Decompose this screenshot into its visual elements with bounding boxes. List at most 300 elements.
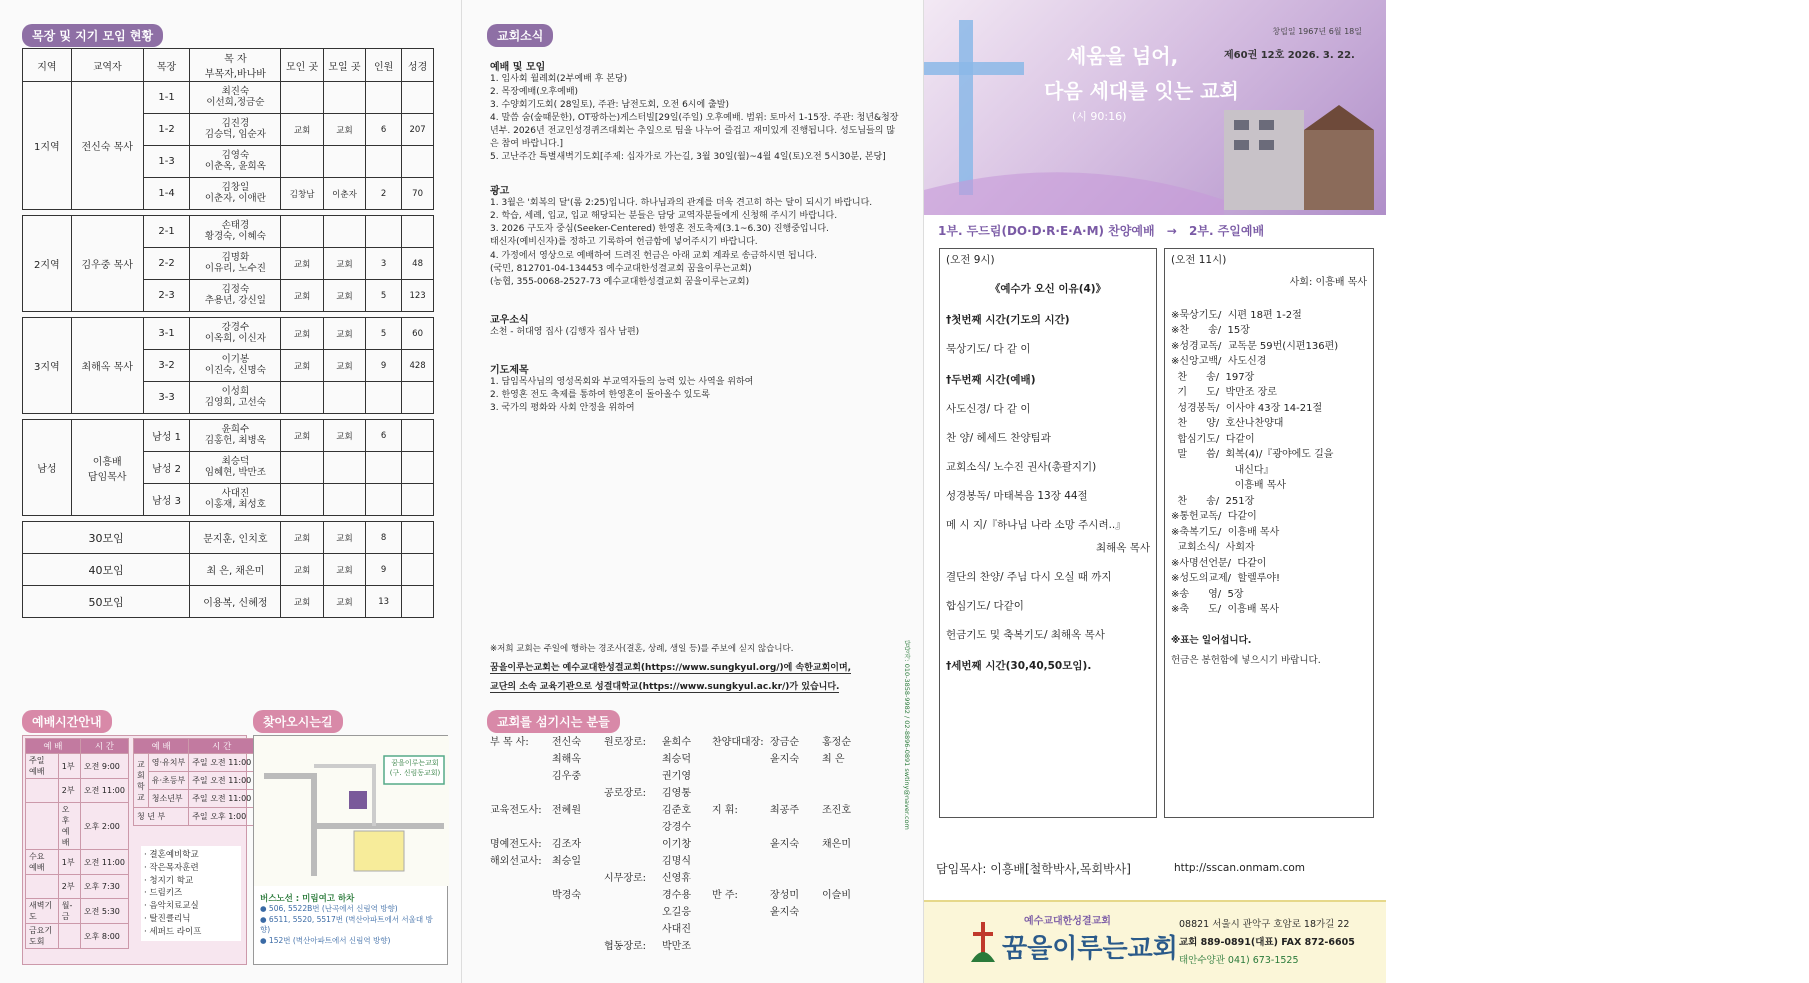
service-line: 최해옥 목사	[1095, 541, 1150, 554]
section-title-servers: 교회를 섬기시는 분들	[487, 710, 620, 733]
server-cell	[770, 783, 822, 800]
met-place: 교회	[281, 280, 323, 312]
school-time: 주일 오전 11:00	[189, 772, 255, 790]
server-cell	[552, 783, 604, 800]
server-cell: 김명식	[662, 856, 691, 867]
region-name: 2지역	[23, 216, 72, 312]
volume-info: 제60권 12호 2026. 3. 22.	[1224, 50, 1355, 61]
second-service-order	[1171, 308, 1367, 618]
server-cell: 박만조	[662, 941, 691, 952]
program-item: · 세퍼드 라이프	[144, 926, 202, 937]
service-name: 수요 예배	[26, 850, 59, 875]
group-leaders: 이기봉 이진숙, 신명숙	[190, 350, 281, 382]
service-time: 오후 2:00	[80, 803, 128, 850]
member-count	[366, 146, 402, 178]
server-cell	[712, 783, 770, 800]
service-line: 찬 양/ 헤세드 찬양팀과	[946, 431, 1051, 444]
server-cell	[770, 766, 822, 783]
server-cell: 장금순	[770, 737, 799, 748]
school-row	[134, 808, 255, 826]
service-line: 찬 송/ 197장	[1171, 371, 1255, 383]
server-row	[490, 817, 872, 834]
service-name	[26, 779, 59, 803]
bus-lines	[260, 904, 441, 946]
server-cell	[770, 919, 822, 936]
school-dept: 유·초등부	[148, 772, 188, 790]
group-id: 남성 1	[143, 420, 190, 452]
server-row	[490, 834, 872, 851]
prayer-item: 1. 담임목사님의 영성목회와 부교역자들의 능력 있는 사역을 위하여	[490, 376, 754, 387]
met-place: 교회	[281, 248, 323, 280]
server-cell	[490, 885, 552, 902]
member-count: 2	[366, 178, 402, 210]
service-line: 사도신경/ 다 같 이	[946, 402, 1031, 415]
service-time: 오전 9:00	[80, 754, 128, 779]
program-item: · 드림키즈	[144, 888, 183, 899]
affiliation-notes	[490, 642, 900, 693]
worship-row	[26, 850, 129, 875]
section-title-worship-times: 예배시간안내	[22, 710, 112, 733]
server-cell: 사대진	[662, 924, 691, 935]
group-leaders: 사대진 이홍재, 최성호	[190, 484, 281, 516]
server-cell: 해외선교사:	[490, 856, 542, 867]
server-cell	[604, 919, 662, 936]
group-status-table	[22, 48, 434, 618]
group-id: 남성 2	[143, 452, 190, 484]
header-cell: 지역	[23, 49, 72, 82]
group-id: 1-1	[143, 82, 190, 114]
server-row	[490, 868, 872, 885]
server-cell	[822, 868, 872, 885]
church-name: 꿈을이루는교회	[1002, 934, 1178, 964]
service-part: 1부	[58, 754, 80, 779]
bible-count	[402, 522, 434, 554]
server-cell	[552, 902, 604, 919]
met-place: 교회	[281, 318, 323, 350]
bible-count: 60	[402, 318, 434, 350]
slogan-line-1: 세움을 넘어,	[1067, 44, 1179, 68]
server-cell: 반 주:	[712, 890, 738, 901]
region-pastor: 이흥배 담임목사	[71, 420, 143, 516]
school-time: 주일 오전 11:00	[189, 754, 255, 772]
server-cell: 권기영	[662, 771, 691, 782]
service-part: 오후 예배	[58, 803, 80, 850]
group-id: 남성 3	[143, 484, 190, 516]
member-count: 6	[366, 420, 402, 452]
worship-row	[26, 875, 129, 899]
server-cell	[822, 766, 872, 783]
service-line: 성경봉독/ 이사야 43장 14-21절	[1171, 402, 1323, 414]
server-cell	[604, 766, 662, 783]
address-line-1: 08821 서울시 관악구 호암로 18가길 22	[1179, 919, 1350, 930]
worship-row	[26, 924, 129, 949]
head-cell: 시 간	[80, 739, 128, 754]
service-titles	[938, 222, 1264, 239]
server-cell	[552, 817, 604, 834]
servers-table	[490, 732, 910, 953]
senior-pastor: 담임목사: 이흥배[철학박사,목회박사]	[936, 862, 1131, 876]
member-news-items	[490, 326, 900, 339]
second-service-time: (오전 11시)	[1171, 254, 1227, 266]
server-cell	[490, 817, 552, 834]
school-dept: 영·유치부	[148, 754, 188, 772]
worship-times-right	[133, 738, 255, 826]
bible-count: 428	[402, 350, 434, 382]
server-row	[490, 885, 872, 902]
meet-place	[323, 382, 365, 414]
service-line: †첫번째 시간(기도의 시간)	[946, 313, 1070, 326]
worship-head	[26, 739, 129, 754]
server-row	[490, 749, 872, 766]
server-row	[490, 783, 872, 800]
church-footer	[924, 900, 1386, 983]
servers-grid	[490, 732, 872, 953]
meet-place: 이춘자	[323, 178, 365, 210]
age-group-row	[23, 586, 434, 618]
region-name: 3지역	[23, 318, 72, 414]
met-place	[281, 82, 323, 114]
meet-place: 교회	[323, 318, 365, 350]
server-cell: 조진호	[822, 805, 851, 816]
meet-place: 교회	[323, 420, 365, 452]
service-line: 내신다』	[1171, 464, 1274, 476]
server-cell	[490, 902, 552, 919]
member-news-item: 소천 - 허대영 집사 (김행자 집사 남편)	[490, 326, 640, 337]
service-line: 합심기도/ 다같이	[1171, 433, 1255, 445]
service-name: 금요기도회	[26, 924, 59, 949]
server-cell	[712, 834, 770, 851]
section-title-news: 교회소식	[487, 24, 553, 47]
service-time: 오전 11:00	[80, 850, 128, 875]
head-cell: 예 배	[26, 739, 81, 754]
service-line: 묵상기도/ 다 같 이	[946, 342, 1031, 355]
service-line: ※축복기도/ 이흥배 목사	[1171, 526, 1280, 538]
notice-item: 태신자(예비신자)를 정하고 기록하여 헌금함에 넣어주시기 바랍니다.	[490, 237, 758, 248]
service-name	[26, 875, 59, 899]
age-group-name: 50모임	[23, 586, 190, 618]
bible-count	[402, 382, 434, 414]
region-name: 남성	[23, 420, 72, 516]
service-line: 교회소식/ 노수진 권사(총괄지기)	[946, 460, 1097, 473]
age-group-name: 30모임	[23, 522, 190, 554]
meet-place: 교회	[323, 350, 365, 382]
worship-item: 3. 수양회기도회( 28일토), 주관: 남전도회, 오전 6시에 출발)	[490, 100, 729, 111]
founded-date: 창립일 1967년 6월 18일	[1272, 27, 1362, 36]
server-cell: 협동장로:	[604, 941, 647, 952]
worship-head	[134, 739, 255, 754]
server-cell: 최승덕	[662, 754, 691, 765]
service-time: 오전 5:30	[80, 899, 128, 924]
server-cell	[770, 851, 822, 868]
service-line: 메 시 지/『하나님 나라 소망 주시려..』	[946, 518, 1126, 531]
notice-items	[490, 197, 900, 288]
head-cell: 시 간	[189, 739, 255, 754]
table-row	[23, 216, 434, 248]
prayer-item: 3. 국가의 평화와 사회 안정을 위하여	[490, 402, 635, 413]
server-cell	[490, 919, 552, 936]
server-cell: 찬양대대장:	[712, 737, 764, 748]
slogan-line-2: 다음 세대를 잇는 교회	[1044, 79, 1239, 103]
group-leaders: 김정숙 추용년, 강신일	[190, 280, 281, 312]
service-part	[58, 924, 80, 949]
server-cell: 김영통	[662, 788, 691, 799]
service-line: 찬 양/ 호산나찬양대	[1171, 418, 1284, 430]
server-cell	[604, 851, 662, 868]
bus-title: 버스노선 : 미림여고 하차	[260, 894, 355, 904]
members-heading: 교우소식	[490, 314, 529, 326]
meet-place: 교회	[323, 280, 365, 312]
service-title-1: 1부. 두드림(DO·D·R·E·A·M) 찬양예배	[938, 224, 1155, 238]
affiliation-line-2: 교단의 소속 교육기관으로 성결대학교(https://www.sungkyul.ac.kr/)가 있습니다.	[490, 679, 839, 693]
group-id: 3-3	[143, 382, 190, 414]
server-cell	[604, 885, 662, 902]
prayer-heading: 기도제목	[490, 364, 529, 376]
server-cell: 김준호	[662, 805, 691, 816]
notice-heading: 광고	[490, 186, 510, 198]
service-line: ※성도의교제/ 할렐루야!	[1171, 573, 1281, 585]
server-cell: 윤지숙	[770, 754, 799, 765]
group-id: 3-1	[143, 318, 190, 350]
met-place: 교회	[281, 586, 323, 618]
met-place	[281, 452, 323, 484]
server-cell: 최공주	[770, 805, 799, 816]
server-cell	[822, 851, 872, 868]
server-cell	[490, 783, 552, 800]
group-leaders: 손태경 황경숙, 이혜숙	[190, 216, 281, 248]
worship-item: 5. 고난주간 특별새벽기도회[주제: 십자가로 가는길, 3월 30일(월)~4월 4일(토)오전 5시30분, 본당]	[490, 152, 886, 163]
service-line: 성경봉독/ 마태복음 13장 44절	[946, 489, 1088, 502]
section-title-groups: 목장 및 지기 모임 현황	[22, 24, 163, 47]
bible-count	[402, 484, 434, 516]
service-title-2: 2부. 주일예배	[1189, 224, 1265, 238]
service-line: 기 도/ 박만조 장로	[1171, 387, 1277, 399]
extra-programs	[141, 846, 241, 941]
group-id: 1-4	[143, 178, 190, 210]
school-time: 주일 오전 11:00	[189, 790, 255, 808]
service-part: 2부	[58, 779, 80, 803]
server-cell	[712, 766, 770, 783]
bible-count	[402, 586, 434, 618]
bible-count	[402, 554, 434, 586]
worship-times-left	[25, 738, 129, 949]
group-table-header	[23, 49, 434, 82]
worship-heading: 예배 및 모임	[490, 62, 546, 73]
program-item: · 결혼예비학교	[144, 850, 199, 860]
group-id: 2-3	[143, 280, 190, 312]
church-logo-icon	[969, 922, 997, 962]
group-id: 3-2	[143, 350, 190, 382]
server-cell	[604, 800, 662, 817]
server-cell	[552, 868, 604, 885]
met-place	[281, 216, 323, 248]
age-group-leaders: 이용복, 신혜정	[190, 586, 281, 618]
server-cell: 윤지숙	[770, 839, 799, 850]
meet-place	[323, 216, 365, 248]
prayer-items	[490, 376, 900, 415]
member-count	[366, 82, 402, 114]
meet-place	[323, 82, 365, 114]
server-cell: 이기창	[662, 839, 691, 850]
server-cell: 홍정순	[822, 737, 851, 748]
bus-line: ● 152번 (벽산아파트에서 신림역 방향)	[260, 935, 391, 945]
school-label: 교회 학교	[134, 754, 149, 808]
header-cell: 모인 곳	[281, 49, 323, 82]
header-cell: 교역자	[71, 49, 143, 82]
server-cell	[712, 902, 770, 919]
member-count: 5	[366, 318, 402, 350]
server-cell	[604, 817, 662, 834]
age-group-row	[23, 522, 434, 554]
worship-times-table	[22, 735, 252, 965]
worship-item: 1. 임사회 월례회(2부예배 후 본당)	[490, 74, 628, 84]
presider: 사회: 이흥배 목사	[1289, 276, 1367, 288]
age-group-name: 40모임	[23, 554, 190, 586]
service-line: ※사명선언문/ 다같이	[1171, 557, 1267, 569]
region-pastor: 전신숙 목사	[71, 82, 143, 210]
service-arrow: →	[1166, 224, 1177, 238]
group-leaders: 최승덕 임혜현, 박만조	[190, 452, 281, 484]
side-contact: 담당자: 010-3858-9982 / 02-8896-0891 swtiny@naver.com	[903, 640, 911, 830]
news-body	[490, 52, 900, 415]
age-group-leaders: 최 은, 채은미	[190, 554, 281, 586]
server-cell: 전신숙	[552, 737, 581, 748]
table-row	[23, 420, 434, 452]
meet-place	[323, 452, 365, 484]
met-place: 교회	[281, 114, 323, 146]
member-count: 13	[366, 586, 402, 618]
server-row	[490, 936, 872, 953]
footnote: ※저희 교회는 주일에 행하는 경조사(결혼, 상례, 생일 등)를 주보에 싣지 않습니다.	[490, 644, 794, 654]
server-cell	[822, 919, 872, 936]
bible-count	[402, 146, 434, 178]
notice-item: 3. 2026 구도자 중심(Seeker-Centered) 한영혼 전도축제(3.1~6.30) 진행중입니다.	[490, 224, 829, 235]
worship-row	[26, 803, 129, 850]
group-leaders: 강경수 이옥희, 이신자	[190, 318, 281, 350]
server-cell	[490, 936, 552, 953]
meet-place: 교회	[323, 554, 365, 586]
left-panel	[0, 0, 462, 983]
website-url: http://sscan.onmam.com	[1174, 862, 1306, 874]
server-cell: 신영휴	[662, 873, 691, 884]
server-cell	[712, 851, 770, 868]
service-line: 찬 송/ 251장	[1171, 495, 1255, 507]
prayer-item: 2. 한영혼 전도 축제를 통하여 한영혼이 돌아올수 있도록	[490, 389, 710, 400]
service-time: 오후 7:30	[80, 875, 128, 899]
service-line: ※송 영/ 5장	[1171, 588, 1244, 600]
server-cell: 교육전도사:	[490, 805, 542, 816]
notice-item: (농협, 355-0068-2527-73 예수교대한성결교회 꿈을이루는교회)	[490, 276, 750, 287]
server-cell: 박경숙	[552, 890, 581, 901]
bible-count	[402, 420, 434, 452]
service-line: ※묵상기도/ 시편 18편 1-2절	[1171, 309, 1302, 321]
bible-count: 70	[402, 178, 434, 210]
head-cell: 예 배	[134, 739, 189, 754]
region-pastor: 최해옥 목사	[71, 318, 143, 414]
worship-items	[490, 73, 900, 164]
service-part: 2부	[58, 875, 80, 899]
group-leaders: 김창일 이춘자, 이애란	[190, 178, 281, 210]
server-cell: 최승일	[552, 856, 581, 867]
server-cell: 시무장로:	[604, 873, 647, 884]
service-line: †두번째 시간(예배)	[946, 373, 1036, 386]
met-place: 김창남	[281, 178, 323, 210]
program-item: · 탈진클리닉	[144, 913, 191, 924]
bible-count: 123	[402, 280, 434, 312]
right-panel	[924, 0, 1386, 983]
table-row	[23, 82, 434, 114]
bus-line: ● 506, 5522B번 (난곡에서 신림역 방향)	[260, 904, 398, 913]
service-time: 오후 8:00	[80, 924, 128, 949]
group-leaders: 이성희 김영희, 고선숙	[190, 382, 281, 414]
service-line: 결단의 찬양/ 주님 다시 오실 때 까지	[946, 570, 1112, 583]
service-part: 월-금	[58, 899, 80, 924]
school-row	[134, 754, 255, 772]
service-line: ※성경교독/ 교독문 59번(시편136편)	[1171, 340, 1339, 352]
service-line: ※통헌교독/ 다같이	[1171, 511, 1257, 523]
member-count: 5	[366, 280, 402, 312]
group-leaders: 최진숙 이선희,정금순	[190, 82, 281, 114]
server-cell: 공로장로:	[604, 788, 647, 799]
server-cell: 장성미	[770, 890, 799, 901]
server-cell: 이슬비	[822, 890, 851, 901]
server-row	[490, 902, 872, 919]
verse-ref: (시 90:16)	[1072, 110, 1127, 123]
server-cell	[822, 817, 872, 834]
service-line: ※축 도/ 이흥배 목사	[1171, 604, 1279, 616]
met-place: 교회	[281, 350, 323, 382]
denomination-name: 예수교대한성결교회	[1024, 916, 1111, 927]
server-row	[490, 800, 872, 817]
member-count	[366, 216, 402, 248]
region-name: 1지역	[23, 82, 72, 210]
group-leaders: 김영숙 이춘옥, 윤희옥	[190, 146, 281, 178]
server-cell	[552, 919, 604, 936]
server-cell	[490, 868, 552, 885]
address-line-2: 교회 889-0891(대표) FAX 872-6605	[1179, 937, 1355, 948]
server-cell	[490, 766, 552, 783]
table-row	[23, 318, 434, 350]
header-cell: 인원	[366, 49, 402, 82]
server-cell: 원로장로:	[604, 737, 647, 748]
service-line: †세번째 시간(30,40,50모임).	[946, 659, 1092, 672]
bible-count	[402, 82, 434, 114]
met-place	[281, 484, 323, 516]
server-cell	[712, 919, 770, 936]
program-item: · 음악치료교실	[144, 901, 199, 911]
member-count	[366, 382, 402, 414]
map-church-label: 꿈을이루는교회 (구. 신림동교회)	[389, 759, 441, 777]
service-time: 오전 11:00	[80, 779, 128, 803]
first-service-time: (오전 9시)	[946, 254, 995, 266]
service-line: 교회소식/ 사회자	[1171, 542, 1255, 554]
second-service-box	[1164, 248, 1374, 818]
member-count: 9	[366, 554, 402, 586]
worship-row	[26, 779, 129, 803]
member-count: 3	[366, 248, 402, 280]
server-cell	[490, 749, 552, 766]
server-cell: 오길응	[662, 907, 691, 918]
server-cell	[822, 936, 872, 953]
group-id: 2-2	[143, 248, 190, 280]
worship-row	[26, 754, 129, 779]
notice-item: 2. 학습, 세례, 입교, 입교 해당되는 분들은 담당 교역자분들에게 신청해 주시기 바랍니다.	[490, 211, 838, 222]
meet-place	[323, 146, 365, 178]
worship-item: 2. 목장예배(오후예배)	[490, 87, 579, 98]
server-row	[490, 766, 872, 783]
meet-place: 교회	[323, 586, 365, 618]
server-cell	[604, 749, 662, 766]
service-name: 새벽기도	[26, 899, 59, 924]
